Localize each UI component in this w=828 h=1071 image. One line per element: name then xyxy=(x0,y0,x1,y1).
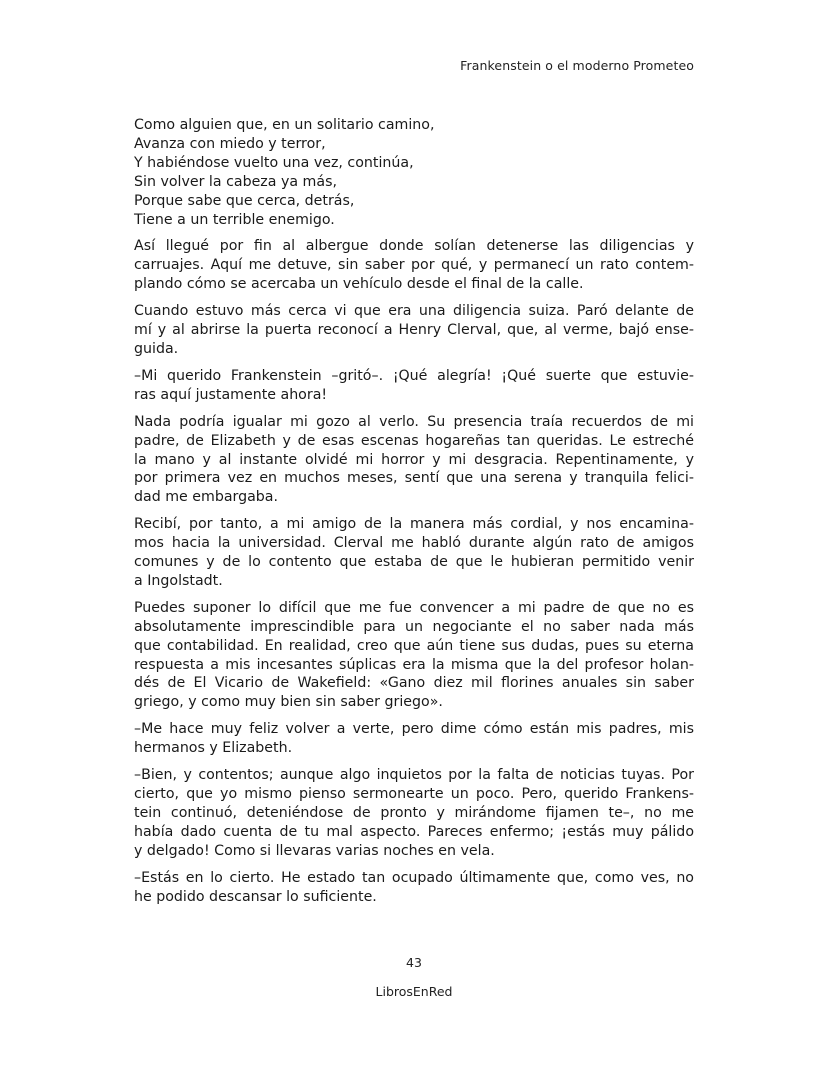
verse-stanza xyxy=(134,116,694,229)
text-line: griego, y como muy bien sin saber griego». xyxy=(134,694,443,711)
text-line: cierto, que yo mismo pienso sermonearte un poco. Pero, querido Frankens- xyxy=(134,786,694,802)
text-line: –Estás en lo cierto. He estado tan ocupado últimamente que, como ves, no xyxy=(134,869,694,886)
body-text xyxy=(134,116,694,914)
verse-line: Sin volver la cabeza ya más, xyxy=(134,173,337,190)
paragraph xyxy=(134,237,694,294)
text-line: –Mi querido Frankenstein –gritó–. ¡Qué alegría! ¡Qué suerte que estuvie- xyxy=(134,367,694,384)
paragraph xyxy=(134,720,694,758)
text-line: la mano y al instante olvidé mi horror y mi desgracia. Repentinamente, y xyxy=(134,451,694,468)
page-number: 43 xyxy=(406,955,422,970)
running-title: Frankenstein o el moderno Prometeo xyxy=(460,58,694,73)
text-line: había dado cuenta de tu mal aspecto. Pareces enfermo; ¡estás muy pálido xyxy=(134,823,694,840)
text-line: plando cómo se acercaba un vehículo desde el final de la calle. xyxy=(134,276,584,293)
verse-line: Y habiéndose vuelto una vez, continúa, xyxy=(134,154,414,171)
text-line: –Bien, y contentos; aunque algo inquietos por la falta de noticias tuyas. Por xyxy=(134,767,694,784)
text-line: –Me hace muy feliz volver a verte, pero dime cómo están mis padres, mis xyxy=(134,721,694,738)
text-line: ras aquí justamente ahora! xyxy=(134,386,328,403)
verse-line: Tiene a un terrible enemigo. xyxy=(134,211,335,228)
text-line: dad me embargaba. xyxy=(134,489,279,506)
text-line: absolutamente imprescindible para un negociante el no saber nada más xyxy=(134,618,694,635)
text-line: dés de El Vicario de Wakefield: «Gano diez mil florines anuales sin saber xyxy=(134,675,694,692)
paragraph xyxy=(134,515,694,591)
text-line: que contabilidad. En realidad, creo que aún tiene sus dudas, pues su eterna xyxy=(134,637,694,654)
publisher-footer: LibrosEnRed xyxy=(375,984,453,999)
text-line: Así llegué por fin al albergue donde solían detenerse las diligencias y xyxy=(134,238,694,255)
text-line: padre, de Elizabeth y de esas escenas hogareñas tan queridas. Le estreché xyxy=(134,432,694,449)
verse-line: Avanza con miedo y terror, xyxy=(134,135,326,152)
text-line: a Ingolstadt. xyxy=(134,572,223,589)
paragraph xyxy=(134,302,694,359)
text-line: guida. xyxy=(134,340,179,357)
text-line: tein continuó, deteniéndose de pronto y mirándome fijamen te–, no me xyxy=(134,804,694,821)
text-line: respuesta a mis incesantes súplicas era la misma que la del profesor holan- xyxy=(134,656,694,673)
paragraph xyxy=(134,367,694,405)
text-line: mos hacia la universidad. Clerval me habló durante algún rato de amigos xyxy=(134,535,694,552)
text-line: Puedes suponer lo difícil que me fue convencer a mi padre de que no es xyxy=(134,599,694,616)
text-line: mí y al abrirse la puerta reconocí a Henry Clerval, que, al verme, bajó ense- xyxy=(134,322,694,339)
text-line: carruajes. Aquí me detuve, sin saber por qué, y permanecí un rato contem- xyxy=(134,257,694,274)
verse-line: Como alguien que, en un solitario camino, xyxy=(134,117,435,133)
paragraph xyxy=(134,599,694,712)
text-line: he podido descansar lo suficiente. xyxy=(134,888,377,905)
paragraph xyxy=(134,766,694,861)
text-line: Nada podría igualar mi gozo al verlo. Su presencia traía recuerdos de mi xyxy=(134,413,694,430)
paragraph xyxy=(134,413,694,508)
paragraph xyxy=(134,869,694,907)
text-line: hermanos y Elizabeth. xyxy=(134,740,293,757)
text-line: Recibí, por tanto, a mi amigo de la manera más cordial, y nos encamina- xyxy=(134,516,694,533)
verse-line: Porque sabe que cerca, detrás, xyxy=(134,192,355,209)
text-line: y delgado! Como si llevaras varias noches en vela. xyxy=(134,842,495,859)
text-line: por primera vez en muchos meses, sentí que una serena y tranquila felici- xyxy=(134,470,694,487)
text-line: Cuando estuvo más cerca vi que era una diligencia suiza. Paró delante de xyxy=(134,303,694,320)
text-line: comunes y de lo contento que estaba de que le hubieran permitido venir xyxy=(134,554,694,571)
